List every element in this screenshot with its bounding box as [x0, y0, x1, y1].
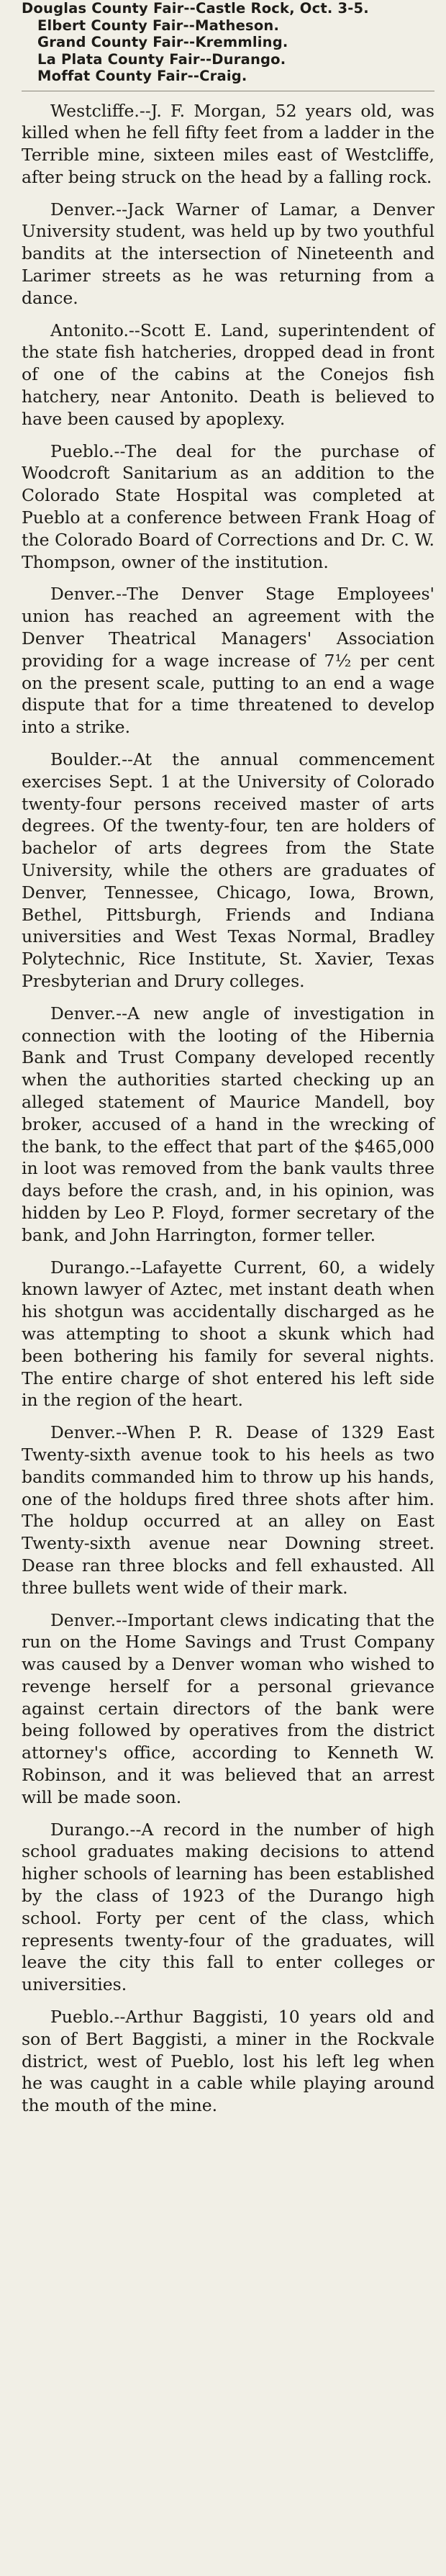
fair-listing: Grand County Fair--Kremmling.	[37, 34, 288, 50]
county-fair-list	[22, 0, 434, 85]
news-item-boulder: Boulder.--At the annual commencement exercises Sept. 1 at the University of Colorado twenty-four persons received master of arts degrees. Of the twenty-four, ten are holders of bachelor of arts degrees from the State University, while the others are graduates of Denver, Tennessee, Chicago, Iowa, Brown, Bethel, Pittsburgh, Friends and Indiana universities and West Texas Normal, Bradley Polytechnic, Rice Institute, St. Xavier, Texas Presbyterian and Drury colleges.	[22, 749, 434, 991]
news-item-pueblo-baggisti: Pueblo.--Arthur Baggisti, 10 years old and son of Bert Baggisti, a miner in the Rockvale district, west of Pueblo, lost his left leg when he was caught in a cable while playing around the mouth of the mine.	[22, 2007, 434, 2116]
news-item-durango-graduates: Durango.--A record in the number of high school graduates making decisions to attend higher schools of learning has been established by the class of 1923 of the Durango high school. Forty per cent of the class, which represents twenty-four of the graduates, will leave the city this fall to enter colleges or universities.	[22, 1819, 434, 1995]
news-item-pueblo-sanitarium: Pueblo.--The deal for the purchase of Woodcroft Sanitarium as an addition to the Colorado State Hospital was completed at Pueblo at a conference between Frank Hoag of the Colorado Board of Corrections and Dr. C. W. Thompson, owner of the institution.	[22, 440, 434, 572]
fair-listing: Douglas County Fair--Castle Rock, Oct. 3-5.	[22, 0, 369, 17]
news-item-denver-hibernia-bank: Denver.--A new angle of investigation in connection with the looting of the Hibernia Bank and Trust Company developed recently when the authorities started checking up an alleged statement of Maurice Mandell, boy broker, accused of a hand in the wrecking of the bank, to the effect that part of the $465,000 in loot was removed from the bank vaults three days before the crash, and, in his opinion, was hidden by Leo P. Floyd, former secretary of the bank, and John Harrington, former teller.	[22, 1003, 434, 1245]
fair-listing: Moffat County Fair--Craig.	[37, 68, 247, 84]
fair-listing: Elbert County Fair--Matheson.	[37, 17, 280, 34]
news-item-westcliffe: Westcliffe.--J. F. Morgan, 52 years old, was killed when he fell fifty feet from a ladder in the Terrible mine, sixteen miles east of Westcliffe, after being struck on the head by a falling rock.	[22, 100, 434, 187]
news-item-denver-dease: Denver.--When P. R. Dease of 1329 East Twenty-sixth avenue took to his heels as two bandits commanded him to throw up his hands, one of the holdups fired three shots after him. The holdup occurred at an alley on East Twenty-sixth avenue near Downing street. Dease ran three blocks and fell exhausted. All three bullets went wide of their mark.	[22, 1422, 434, 1598]
news-item-denver-holdup: Denver.--Jack Warner of Lamar, a Denver University student, was held up by two youthful bandits at the intersection of Nineteenth and Larimer streets as he was returning from a dance.	[22, 199, 434, 308]
news-items	[22, 100, 434, 2118]
fair-listing: La Plata County Fair--Durango.	[37, 50, 286, 68]
news-item-antonito: Antonito.--Scott E. Land, superintendent of the state fish hatcheries, dropped dead in front of one of the cabins at the Conejos fish hatchery, near Antonito. Death is believed to have been caused by apoplexy.	[22, 320, 434, 429]
news-item-durango-lawyer: Durango.--Lafayette Current, 60, a widely known lawyer of Aztec, met instant death when his shotgun was accidentally discharged as he was attempting to shoot a skunk which had been bothering his family for several nights. The entire charge of shot entered his left side in the region of the heart.	[22, 1257, 434, 1411]
news-item-denver-stage-union: Denver.--The Denver Stage Employees' union has reached an agreement with the Denver Theatrical Managers' Association providing for a wage increase of 7½ per cent on the present scale, putting to an end a wage dispute that for a time threatened to develop into a strike.	[22, 584, 434, 738]
news-item-denver-savings: Denver.--Important clews indicating that the run on the Home Savings and Trust Company was caused by a Denver woman who wished to revenge herself for a personal grievance against certain directors of the bank were being followed by operatives from the district attorney's office, according to Kenneth W. Robinson, and it was believed that an arrest will be made soon.	[22, 1609, 434, 1807]
